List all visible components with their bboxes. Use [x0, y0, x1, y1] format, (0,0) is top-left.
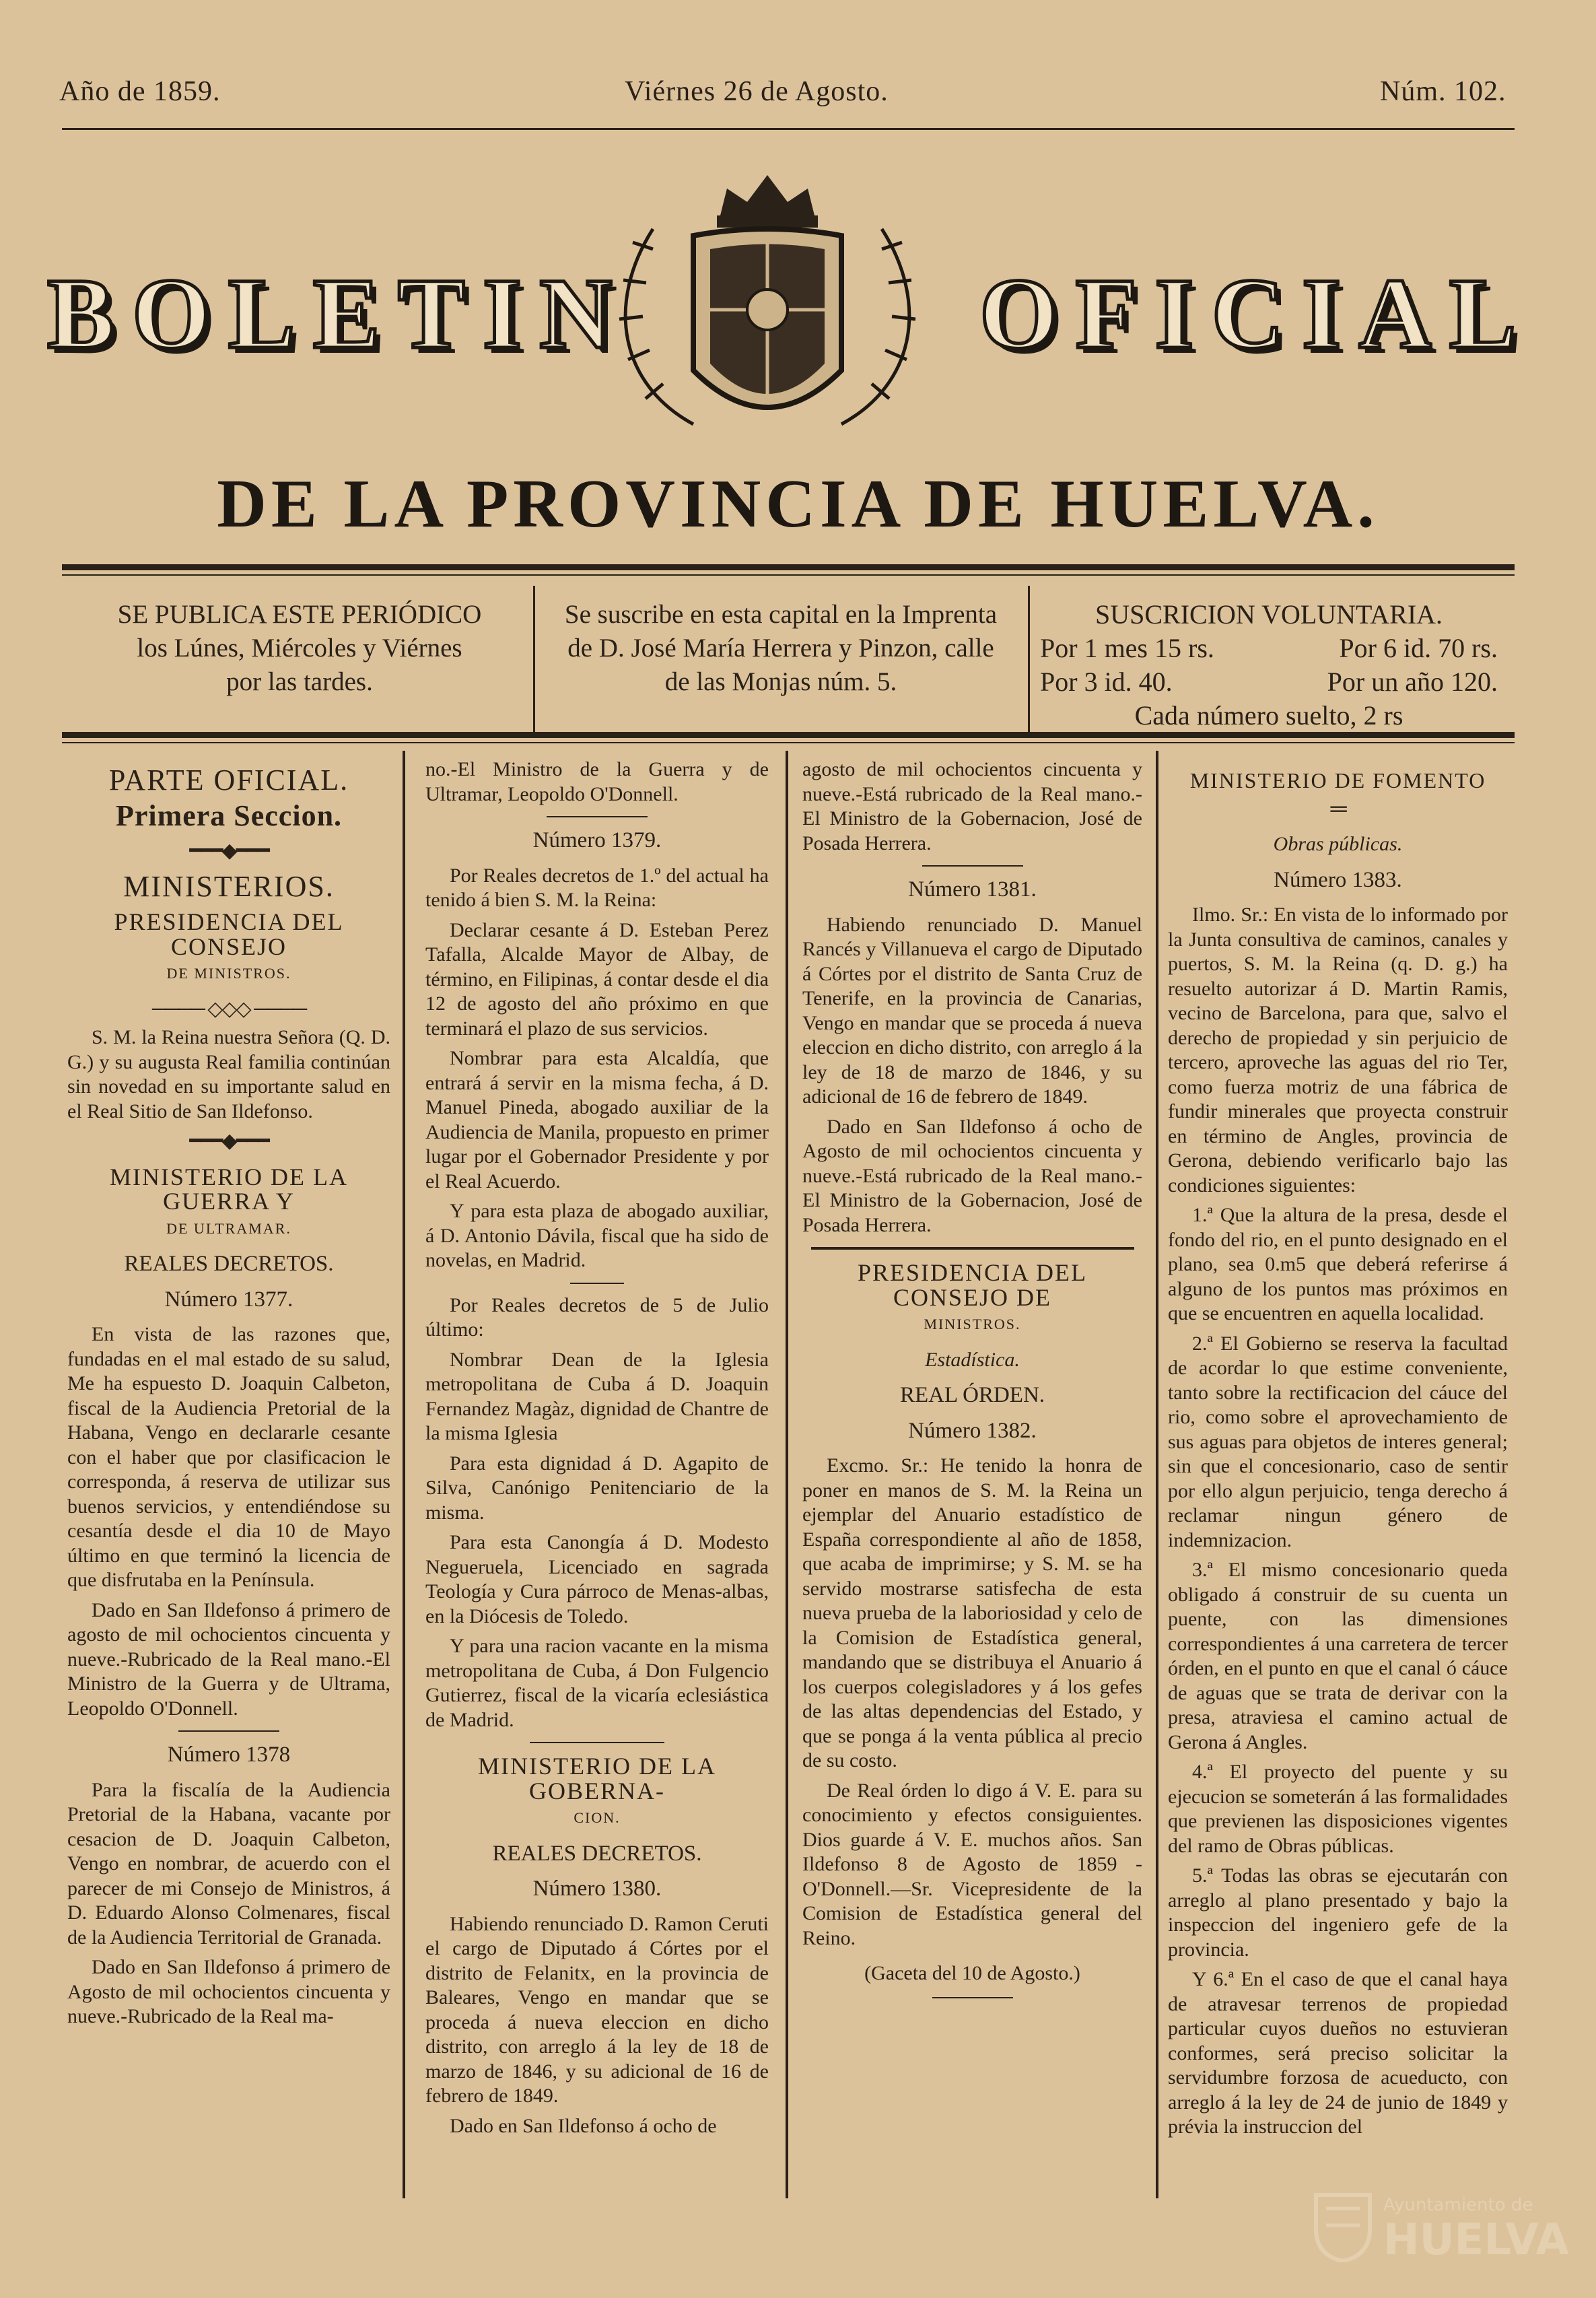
info-divider-2 — [1028, 586, 1030, 734]
paragraph: Nombrar Dean de la Iglesia metropolitana de Cuba á D. Joaquin Fernandez Magàz, dignidad de Chantre de la misma Iglesia — [425, 1348, 769, 1444]
paragraph: En vista de las razones que, fundadas en el mal estado de su salud, Me ha espuesto D. Joaquin Calbeton, fiscal de la Audiencia Pretorial de la Habana, Vengo en declararle cesante con el haber que por clasificacion le corresponda, á reserva de utilizar sus buenos servicios, y entendiéndose su cesantía desde el dia 10 de Mayo último en que terminó la licencia de que disfrutaba en la Península. — [67, 1323, 390, 1591]
decree-number-1379: Número 1379. — [532, 828, 662, 852]
royal-coat-of-arms-icon — [592, 168, 942, 451]
paragraph: Nombrar para esta Alcaldía, que entrará á servir en la misma fecha, á D. Manuel Pineda, abogado auxiliar de la Audiencia de Manila, propuesto en primer lugar por el Gobernador Presidente y por el Real Acuerdo. — [425, 1047, 769, 1192]
condition-3: 3.ª El mismo concesionario queda obligado á construir de su cuenta un puente, con las dimensiones correspondientes á una carretera de tercer órden, en el punto en que el canal ó cáuce de aguas que se trata de derivar con la presa, atraviesa el camino actual de Gerona á Angles. — [1168, 1559, 1508, 1753]
subscription-prices — [1040, 598, 1498, 733]
column-divider-3 — [1156, 751, 1158, 2198]
publication-line-3: por las tardes. — [226, 667, 373, 696]
issue-year: Año de 1859. — [59, 76, 221, 107]
condition-5: 5.ª Todas las obras se ejecutarán con arreglo al plano presentado y bajo la inspeccion del ingeniero gefe de la provincia. — [1168, 1864, 1508, 1961]
paragraph: Ilmo. Sr.: En vista de lo informado por la Junta consultiva de caminos, canales y puertos, S. M. la Reina (q. D. g.) ha resuelto autorizar á D. Martin Ramis, vecino de Barcelona, para que, salvo el derecho de propiedad y sin perjuicio de tercero, aproveche las aguas del rio Ter, como fuerza motriz de una fábrica de fundir minerales que proyecta construir en término de Angles, provincia de Gerona, debiendo verificarlo bajo las condiciones siguientes: — [1168, 904, 1508, 1196]
subscription-place — [539, 598, 1023, 699]
watermark-line-1: Ayuntamiento de — [1383, 2195, 1533, 2215]
heading-primera-seccion: Primera Seccion. — [115, 799, 343, 832]
paragraph: Para la fiscalía de la Audiencia Pretorial de la Habana, vacante por cesacion de D. Joaquin Calbeton, Vengo en nombrar, de acuerdo con el parecer de mi Consejo de Ministros, á D. Eduardo Alonso Colmenares, fiscal de la Audiencia Territorial de Granada. — [67, 1778, 390, 1949]
source-gaceta: (Gaceta del 10 de Agosto.) — [864, 1962, 1080, 1984]
paragraph: no.-El Ministro de la Guerra y de Ultramar, Leopoldo O'Donnell. — [425, 758, 769, 805]
price-3-months: Por 3 id. 40. — [1040, 667, 1173, 697]
ornament-divider: ━━━◆━━━ — [189, 840, 269, 862]
short-rule — [530, 1742, 664, 1743]
decree-number-1382: Número 1382. — [908, 1418, 1037, 1443]
heading-ministerio-guerra: MINISTERIO DE LA GUERRA Y — [110, 1163, 348, 1215]
decree-number-1383: Número 1383. — [1274, 867, 1402, 892]
column-4 — [1168, 757, 1508, 2145]
subscription-line-1: Se suscribe en esta capital en la Imprenta — [564, 600, 998, 629]
subscription-line-2: de D. José María Herrera y Pinzon, calle — [567, 634, 994, 663]
huelva-watermark-logo — [1313, 2182, 1569, 2269]
masthead-right-word: OFICIAL — [979, 258, 1534, 370]
decree-number-1377: Número 1377. — [164, 1287, 293, 1312]
condition-6: Y 6.ª En el caso de que el canal haya de atravesar terrenos de propiedad particular cuyos dueños no estuvieran conformes, será preciso solicitar la servidumbre forzosa de acueducto, con arreglo á la ley de 24 de junio de 1849 y prévia la instruccion del — [1168, 1968, 1508, 2138]
heading-real-orden: REAL ÓRDEN. — [899, 1383, 1045, 1407]
masthead-rule-top — [62, 564, 1515, 570]
paragraph: Excmo. Sr.: He tenido la honra de poner en manos de S. M. la Reina un ejemplar del Anuario estadístico de España correspondiente al año de 1858, que acaba de imprimirse; y S. M. se ha servido mostrarse satisfecha de esta nueva prueba de la laboriosidad y celo de la Comision de Estadística general, mandando que se distribuya el Anuario á los cuerpos colegisladores y á los gefes de las altas dependencias del Estado, y que se ponga á la venta pública al precio de su costo. — [802, 1454, 1142, 1771]
paragraph: Habiendo renunciado D. Manuel Rancés y Villanueva el cargo de Diputado á Córtes por el distrito de Santa Cruz de Tenerife, en la provincia de Canarias, Vengo en mandar que se proceda á nueva eleccion en dicho distrito, con arreglo á la ley de 18 de marzo de 1846, y su adicional de 16 de febrero de 1849. — [802, 913, 1142, 1108]
header-rule — [62, 128, 1515, 130]
paragraph: Habiendo renunciado D. Ramon Ceruti el cargo de Diputado á Córtes por el distrito de Felanitx, en la provincia de Baleares, Vengo en mandar que se proceda á nueva eleccion en dicho distrito, con arreglo á la ley de 18 de marzo de 1846, y su adicional de 16 de febrero de 1849. — [425, 1912, 769, 2107]
masthead-left-word: BOLETIN — [47, 258, 630, 370]
heading-obras-publicas: Obras públicas. — [1273, 833, 1403, 855]
short-rule — [932, 1997, 1013, 1998]
heading-reales-decretos: REALES DECRETOS. — [492, 1841, 702, 1866]
heading-ministerio-guerra-sub: DE ULTRAMAR. — [166, 1219, 291, 1237]
price-6-months: Por 6 id. 70 rs. — [1339, 633, 1498, 663]
condition-4: 4.ª El proyecto del puente y su ejecucion se someterán á las formalidades que previenen las disposiciones vigentes del ramo de Obras públicas. — [1168, 1761, 1508, 1857]
masthead-subtitle: DE LA PROVINCIA DE HUELVA. — [217, 466, 1379, 542]
price-1-year: Por un año 120. — [1327, 667, 1498, 697]
column-divider-2 — [786, 751, 788, 2198]
publication-line-1: SE PUBLICA ESTE PERIÓDICO — [117, 600, 482, 629]
decree-number-1381: Número 1381. — [908, 877, 1037, 902]
info-divider-1 — [533, 586, 535, 734]
condition-1: 1.ª Que la altura de la presa, desde el fondo del rio, en el punto designado en el plano, sea 0.m5 que deberá referirse á alguno de los puntos mas próximos en que se encuentren en aquella localidad. — [1168, 1204, 1508, 1324]
heading-presidencia-sub: DE MINISTROS. — [166, 965, 291, 982]
ornament-divider-3: ━━━◆━━━ — [189, 1130, 269, 1152]
price-1-month: Por 1 mes 15 rs. — [1040, 633, 1214, 663]
paragraph: S. M. la Reina nuestra Señora (Q. D. G.) y su augusta Real familia continúan sin novedad en su importante salud en el Real Sitio de San Ildefonso. — [67, 1026, 390, 1122]
paragraph: Dado en San Ildefonso á ocho de — [450, 2114, 717, 2137]
info-rule-bottom-thin — [62, 742, 1515, 743]
publication-line-2: los Lúnes, Miércoles y Viérnes — [137, 634, 462, 663]
column-2 — [425, 757, 769, 2144]
column-3 — [802, 757, 1142, 2008]
paragraph: Para esta dignidad á D. Agapito de Silva, Canónigo Penitenciario de la misma. — [425, 1452, 769, 1524]
paragraph: Por Reales decretos de 1.º del actual ha tenido á bien S. M. la Reina: — [425, 864, 769, 911]
double-rule-ornament: ═ — [1330, 796, 1346, 821]
issue-date: Viérnes 26 de Agosto. — [625, 76, 889, 107]
paragraph: Y para esta plaza de abogado auxiliar, á D. Antonio Dávila, fiscal que ha sido de novelas, en Madrid. — [425, 1200, 769, 1271]
section-rule — [811, 1247, 1134, 1250]
issue-number: Núm. 102. — [1380, 76, 1506, 107]
prices-row-2 — [1040, 665, 1498, 699]
condition-2: 2.ª El Gobierno se reserva la facultad de acordar lo que estime conveniente, tanto sobre la rectificacion del cáuce del rio, como sobre el aprovechamiento de sus aguas para objetos de interes general; sin que el concesionario, caso de sentir por ello algun perjuicio, tenga derecho á reclamar ningun género de indemnizacion. — [1168, 1332, 1508, 1551]
price-single-issue: Cada número suelto, 2 rs — [1134, 700, 1403, 731]
heading-estadistica: Estadística. — [925, 1348, 1020, 1371]
heading-ministerios: MINISTERIOS. — [123, 869, 335, 903]
ornament-divider-2: ──── ◇◇◇ ──── — [151, 997, 306, 1020]
short-rule — [178, 1730, 279, 1732]
decree-number-1378: Número 1378 — [167, 1743, 291, 1767]
short-rule — [570, 1283, 624, 1284]
paragraph: Dado en San Ildefonso á primero de agosto de mil ochocientos cincuenta y nueve.-Rubricado de la Real mano.-El Ministro de la Guerra y de Ultrama, Leopoldo O'Donnell. — [67, 1598, 390, 1720]
paragraph: Por Reales decretos de 5 de Julio último: — [425, 1293, 769, 1341]
masthead-rule-top-thin — [62, 574, 1515, 576]
paragraph: Declarar cesante á D. Esteban Perez Tafalla, Alcalde Mayor de Albay, de término, en Filipinas, á contar desde el dia 12 de agosto del año próximo en que terminará el plazo de sus servicios. — [425, 918, 769, 1040]
paragraph: Dado en San Ildefonso á ocho de Agosto de mil ochocientos cincuenta y nueve.-Está rubricado de la Real mano.-El Ministro de la Gobernacion, José de Posada Herrera. — [802, 1115, 1142, 1236]
heading-reales-decretos: REALES DECRETOS. — [124, 1252, 334, 1276]
city-shield-icon — [1313, 2188, 1373, 2262]
heading-ministerio-gobernacion-sub: CION. — [574, 1809, 621, 1826]
short-rule — [547, 816, 648, 817]
short-rule — [922, 865, 1023, 867]
heading-parte-oficial: PARTE OFICIAL. — [108, 764, 349, 797]
prices-title: SUSCRICION VOLUNTARIA. — [1095, 599, 1443, 630]
watermark-line-2: HUELVA — [1383, 2215, 1569, 2265]
info-rule-bottom — [62, 732, 1515, 738]
paragraph: agosto de mil ochocientos cincuenta y nueve.-Está rubricado de la Real mano.-El Ministro de la Gobernacion, José de Posada Herrera. — [802, 758, 1142, 854]
subscription-line-3: de las Monjas núm. 5. — [664, 667, 897, 696]
heading-presidencia-consejo-sub: MINISTROS. — [924, 1316, 1021, 1332]
heading-presidencia-consejo: PRESIDENCIA DEL CONSEJO DE — [857, 1259, 1087, 1311]
column-divider-1 — [403, 751, 405, 2198]
paragraph: Y para una racion vacante en la misma metropolitana de Cuba, á Don Fulgencio Gutierrez, fiscal de la vicaría eclesiástica de Madrid. — [425, 1635, 769, 1731]
column-1 — [67, 757, 390, 2035]
decree-number-1380: Número 1380. — [532, 1877, 662, 1901]
paragraph: De Real órden lo digo á V. E. para su conocimiento y efectos consiguientes. Dios guarde á V. E. muchos años. San Ildefonso 8 de Agosto de 1859 - O'Donnell.—Sr. Vicepresidente de la Comision de Estadística general del Reino. — [802, 1779, 1142, 1949]
heading-presidencia: PRESIDENCIA DEL CONSEJO — [114, 908, 344, 960]
paragraph: Dado en San Ildefonso á primero de Agosto de mil ochocientos cincuenta y nueve.-Rubricado de la Real ma- — [67, 1956, 390, 2027]
heading-ministerio-fomento: MINISTERIO DE FOMENTO — [1189, 768, 1486, 792]
heading-ministerio-gobernacion: MINISTERIO DE LA GOBERNA- — [478, 1753, 716, 1804]
publication-info — [81, 598, 518, 699]
prices-row-1 — [1040, 632, 1498, 665]
paragraph: Para esta Canongía á D. Modesto Negueruela, Licenciado en sagrada Teología y Cura párroco de Menas-albas, en la Diócesis de Toledo. — [425, 1531, 769, 1627]
